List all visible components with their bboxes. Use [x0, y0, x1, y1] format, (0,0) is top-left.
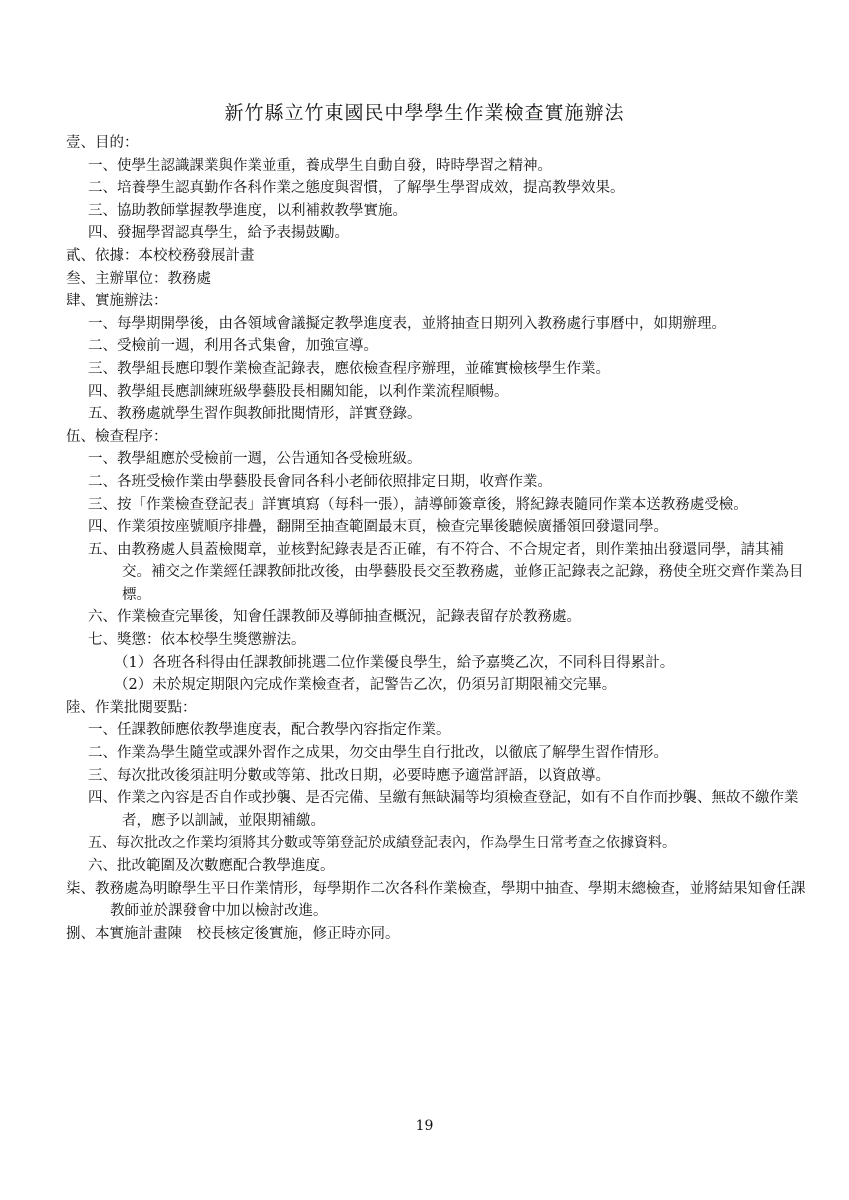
list-item: 一、教學組應於受檢前一週，公告通知各受檢班級。 [88, 451, 422, 468]
list-item: 一、使學生認識課業與作業並重，養成學生自動自發，時時學習之精神。 [88, 157, 552, 174]
page-number: 19 [415, 1118, 434, 1134]
list-item: 三、每次批改後須註明分數或等第、批改日期，必要時應予適當評語，以資啟導。 [88, 767, 610, 784]
list-item: 五、每次批改之作業均須將其分數或等第登記於成績登記表內，作為學生日常考查之依據資料。 [88, 835, 676, 852]
list-item: 二、受檢前一週，利用各式集會，加強宣導。 [88, 338, 378, 355]
section-heading: 貳、依據：本校校務發展計畫 [66, 247, 255, 264]
list-item: 一、每學期開學後，由各領域會議擬定教學進度表，並將抽查日期列入教務處行事曆中，如期辦理。 [88, 315, 726, 332]
list-item: 六、批改範圍及次數應配合教學進度。 [88, 858, 335, 874]
list-item: 五、由教務處人員蓋檢閱章，並核對紀錄表是否正確，有不符合、不合規定者，則作業抽出發還同學，請其補交。補交之作業經任課教師批改後，由學藝股長交至教務處，並修正記錄表之記錄，務使全班交齊作業為目標。 [88, 541, 804, 603]
page-title: 新竹縣立竹東國民中學學生作業檢查實施辦法 [224, 102, 625, 124]
list-item: 四、作業須按座號順序排疊，翻開至抽查範圍最末頁，檢查完畢後聽候廣播領回發還同學。 [88, 519, 668, 536]
list-item: 三、按「作業檢查登記表」詳實填寫（每科一張），請導師簽章後，將紀錄表隨同作業本送教務處受檢。 [88, 496, 748, 513]
section-heading: 柒、教務處為明瞭學生平日作業情形，每學期作二次各科作業檢查，學期中抽查、學期末總檢查，並將結果知會任課教師並於課發會中加以檢討改進。 [66, 880, 806, 920]
sub-list-item: （2）未於規定期限內完成作業檢查者，記警告乙次，仍須另訂期限補交完畢。 [114, 677, 617, 694]
section-heading: 伍、檢查程序： [66, 428, 168, 445]
list-item: 五、教務處就學生習作與教師批閱情形，詳實登錄。 [88, 406, 422, 423]
section-heading: 壹、目的： [66, 135, 139, 151]
list-item: 二、培養學生認真勤作各科作業之態度與習慣，了解學生學習成效，提高教學效果。 [88, 180, 625, 197]
sub-list-item: （1）各班各科得由任課教師挑選二位作業優良學生，給予嘉獎乙次，不同科目得累計。 [114, 654, 675, 671]
section-heading: 肆、實施辦法： [66, 293, 168, 310]
section-heading: 捌、本實施計畫陳 校長核定後實施，修正時亦同。 [66, 925, 400, 942]
section-heading: 陸、作業批閱要點： [66, 699, 197, 716]
list-item: 二、各班受檢作業由學藝股長會同各科小老師依照排定日期，收齊作業。 [88, 473, 552, 490]
list-item: 三、協助教師掌握教學進度，以利補救教學實施。 [88, 202, 407, 219]
list-item: 四、教學組長應訓練班級學藝股長相關知能，以利作業流程順暢。 [88, 383, 509, 400]
list-item: 七、獎懲：依本校學生獎懲辦法。 [88, 632, 306, 649]
list-item: 四、發掘學習認真學生，給予表揚鼓勵。 [88, 225, 349, 242]
list-item: 二、作業為學生隨堂或課外習作之成果，勿交由學生自行批改，以徹底了解學生習作情形。 [88, 745, 668, 762]
document-body [66, 132, 806, 945]
list-item: 一、任課教師應依教學進度表，配合教學內容指定作業。 [88, 722, 451, 739]
list-item: 六、作業檢查完畢後，知會任課教師及導師抽查概況，記錄表留存於教務處。 [88, 609, 581, 626]
section-heading: 叁、主辦單位：教務處 [66, 270, 211, 287]
list-item: 四、作業之內容是否自作或抄襲、是否完備、呈繳有無缺漏等均須檢查登記，如有不自作而抄襲、無故不繳作業者，應予以訓誡，並限期補繳。 [88, 790, 799, 829]
list-item: 三、教學組長應印製作業檢查記錄表，應依檢查程序辦理，並確實檢核學生作業。 [88, 360, 610, 377]
